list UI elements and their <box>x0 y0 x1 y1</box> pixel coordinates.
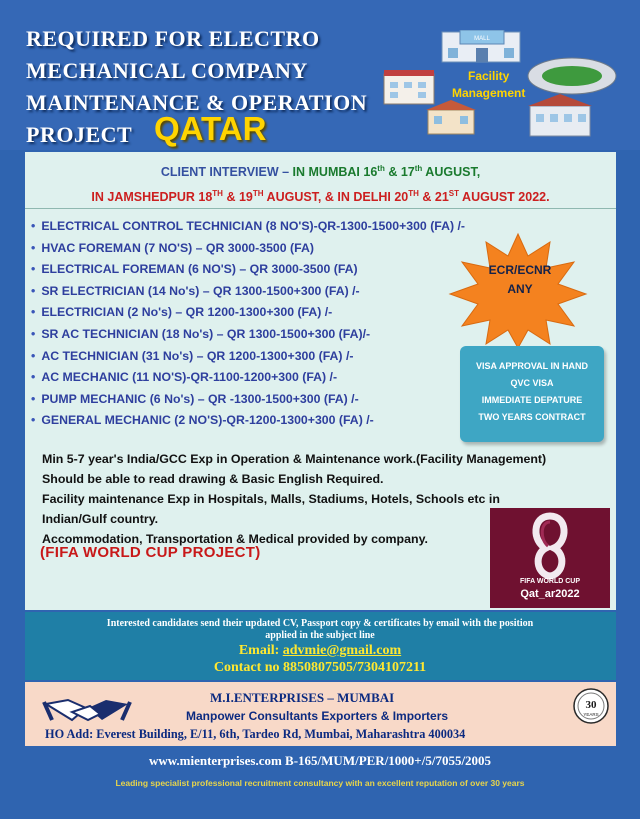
job-title: AC TECHNICIAN (31 No's) – QR 1200-1300+300 (FA) /- <box>41 348 354 363</box>
visa-line: IMMEDIATE DEPATURE <box>481 395 583 405</box>
job-title: AC MECHANIC (11 NO'S)-QR-1100-1200+300 (FA) /- <box>41 370 338 385</box>
phone-line: Contact no 8850807505/7304107211 <box>213 660 427 675</box>
ecr-label <box>478 261 562 299</box>
ordinal-suffix: TH <box>252 189 264 199</box>
job-list <box>31 216 465 432</box>
mall-sign: MALL <box>474 36 490 42</box>
company-tagline: Manpower Consultants Exporters & Importers <box>186 709 449 723</box>
bullet-icon: • <box>31 262 36 277</box>
instruction-line-1: Interested candidates send their updated CV, Passport copy & certificates by email with the position <box>106 618 534 629</box>
email-line <box>0 643 640 659</box>
bullet-icon: • <box>31 391 36 406</box>
requirements-block <box>42 449 546 549</box>
requirement-line: Accommodation, Transportation & Medical provided by company. <box>42 532 429 546</box>
delhi-date-1: AUGUST, & IN DELHI 20 <box>263 190 409 205</box>
headline-line-3: MAINTENANCE & OPERATION <box>26 90 368 115</box>
jamshedpur-date-1: IN JAMSHEDPUR 18 <box>91 190 213 205</box>
bullet-icon: • <box>31 305 36 320</box>
visa-info-box <box>460 346 604 442</box>
list-item <box>31 410 465 432</box>
ordinal-suffix: th <box>377 164 385 173</box>
requirement-line: Should be able to read drawing & Basic English Required. <box>42 472 384 486</box>
delhi-month: AUGUST 2022. <box>459 190 550 205</box>
ordinal-suffix: TH <box>408 189 419 199</box>
list-item <box>31 238 465 260</box>
bullet-icon: • <box>31 413 36 428</box>
handshake-icon <box>42 690 132 732</box>
interview-mumbai <box>293 165 481 179</box>
interview-prefix: CLIENT INTERVIEW – <box>160 165 293 180</box>
country-title: QATAR <box>154 110 267 147</box>
requirement-line: Facility maintenance Exp in Hospitals, Malls, Stadiums, Hotels, Schools etc in <box>42 492 500 506</box>
facility-management-label <box>452 68 525 102</box>
instruction-line-2: applied in the subject line <box>265 630 375 641</box>
badge-number: 30 <box>585 699 597 711</box>
job-title: GENERAL MECHANIC (2 NO'S)-QR-1200-1300+300 (FA) /- <box>41 413 374 428</box>
company-address: HO Add: Everest Building, E/11, 6th, Tardeo Rd, Mumbai, Maharashtra 400034 <box>45 727 466 741</box>
headline-line-4: PROJECT <box>26 122 133 147</box>
fifa-project-label: (FIFA WORLD CUP PROJECT) <box>40 544 261 561</box>
interview-schedule <box>25 158 616 208</box>
website-license-line: www.mienterprises.com B-165/MUM/PER/1000+/5/7055/2005 <box>148 753 492 768</box>
bullet-icon: • <box>31 348 36 363</box>
ordinal-suffix: th <box>414 164 423 173</box>
job-title: SR ELECTRICIAN (14 No's) – QR 1300-1500+300 (FA) /- <box>41 283 360 298</box>
list-item <box>31 216 465 238</box>
job-title: ELECTRICIAN (2 No's) – QR 1200-1300+300 (FA) /- <box>41 305 333 320</box>
requirement-line: Indian/Gulf country. <box>42 512 159 526</box>
bullet-icon: • <box>31 370 36 385</box>
interview-line-2 <box>25 183 616 208</box>
application-instructions <box>0 618 640 642</box>
bullet-icon: • <box>31 326 36 341</box>
thirty-years-badge-icon <box>573 688 609 724</box>
visa-line: QVC VISA <box>510 378 554 388</box>
ordinal-suffix: TH <box>212 189 223 199</box>
email-link[interactable]: advmie@gmail.com <box>282 643 402 658</box>
job-title: HVAC FOREMAN (7 NO'S) – QR 3000-3500 (FA) <box>41 240 314 255</box>
mumbai-month: AUGUST, <box>422 165 481 180</box>
job-title: ELECTRICAL FOREMAN (6 NO'S) – QR 3000-3500 (FA) <box>41 262 358 277</box>
world-cup-year: Qat_ar2022 <box>520 588 580 600</box>
list-item <box>31 259 465 281</box>
list-item <box>31 324 465 346</box>
job-title: ELECTRICAL CONTROL TECHNICIAN (8 NO'S)-QR-1300-1500+300 (FA) /- <box>41 219 466 233</box>
ecr-line-1: ECR/ECNR <box>488 263 552 277</box>
list-item <box>31 302 465 324</box>
delhi-date-2: & 21 <box>418 190 449 205</box>
section-divider <box>25 208 616 209</box>
mumbai-date-2: & 17 <box>384 165 415 180</box>
bullet-icon: • <box>31 219 36 233</box>
ecr-line-2: ANY <box>507 282 533 296</box>
list-item <box>31 281 465 303</box>
world-cup-caption: FIFA WORLD CUP <box>519 578 580 585</box>
facility-label-line-1: Facility <box>468 69 510 83</box>
headline-line-2: MECHANICAL COMPANY <box>26 58 308 83</box>
list-item <box>31 367 465 389</box>
company-name: M.I.ENTERPRISES – MUMBAI <box>210 690 395 705</box>
mumbai-date-1: IN MUMBAI 16 <box>292 165 378 180</box>
visa-line: VISA APPROVAL IN HAND <box>475 361 588 371</box>
email-label: Email: <box>238 643 283 658</box>
headline-line-1: REQUIRED FOR ELECTRO <box>26 26 320 51</box>
ordinal-suffix: ST <box>448 189 460 199</box>
bullet-icon: • <box>31 240 36 255</box>
job-title: SR AC TECHNICIAN (18 No's) – QR 1300-1500+300 (FA)/- <box>41 326 371 341</box>
requirement-line: Min 5-7 year's India/GCC Exp in Operation & Maintenance work.(Facility Management) <box>42 452 547 466</box>
badge-word: YEARS <box>583 712 599 717</box>
facility-label-line-2: Management <box>452 86 526 100</box>
list-item <box>31 389 465 411</box>
footer-tagline: Leading specialist professional recruitment consultancy with an excellent reputation of over 30 years <box>115 778 525 788</box>
bullet-icon: • <box>31 283 36 298</box>
jamshedpur-date-2: & 19 <box>222 190 253 205</box>
interview-line-1 <box>25 158 616 183</box>
list-item <box>31 346 465 368</box>
job-title: PUMP MECHANIC (6 No's) – QR -1300-1500+300 (FA) /- <box>41 391 359 406</box>
visa-line: TWO YEARS CONTRACT <box>478 412 586 422</box>
